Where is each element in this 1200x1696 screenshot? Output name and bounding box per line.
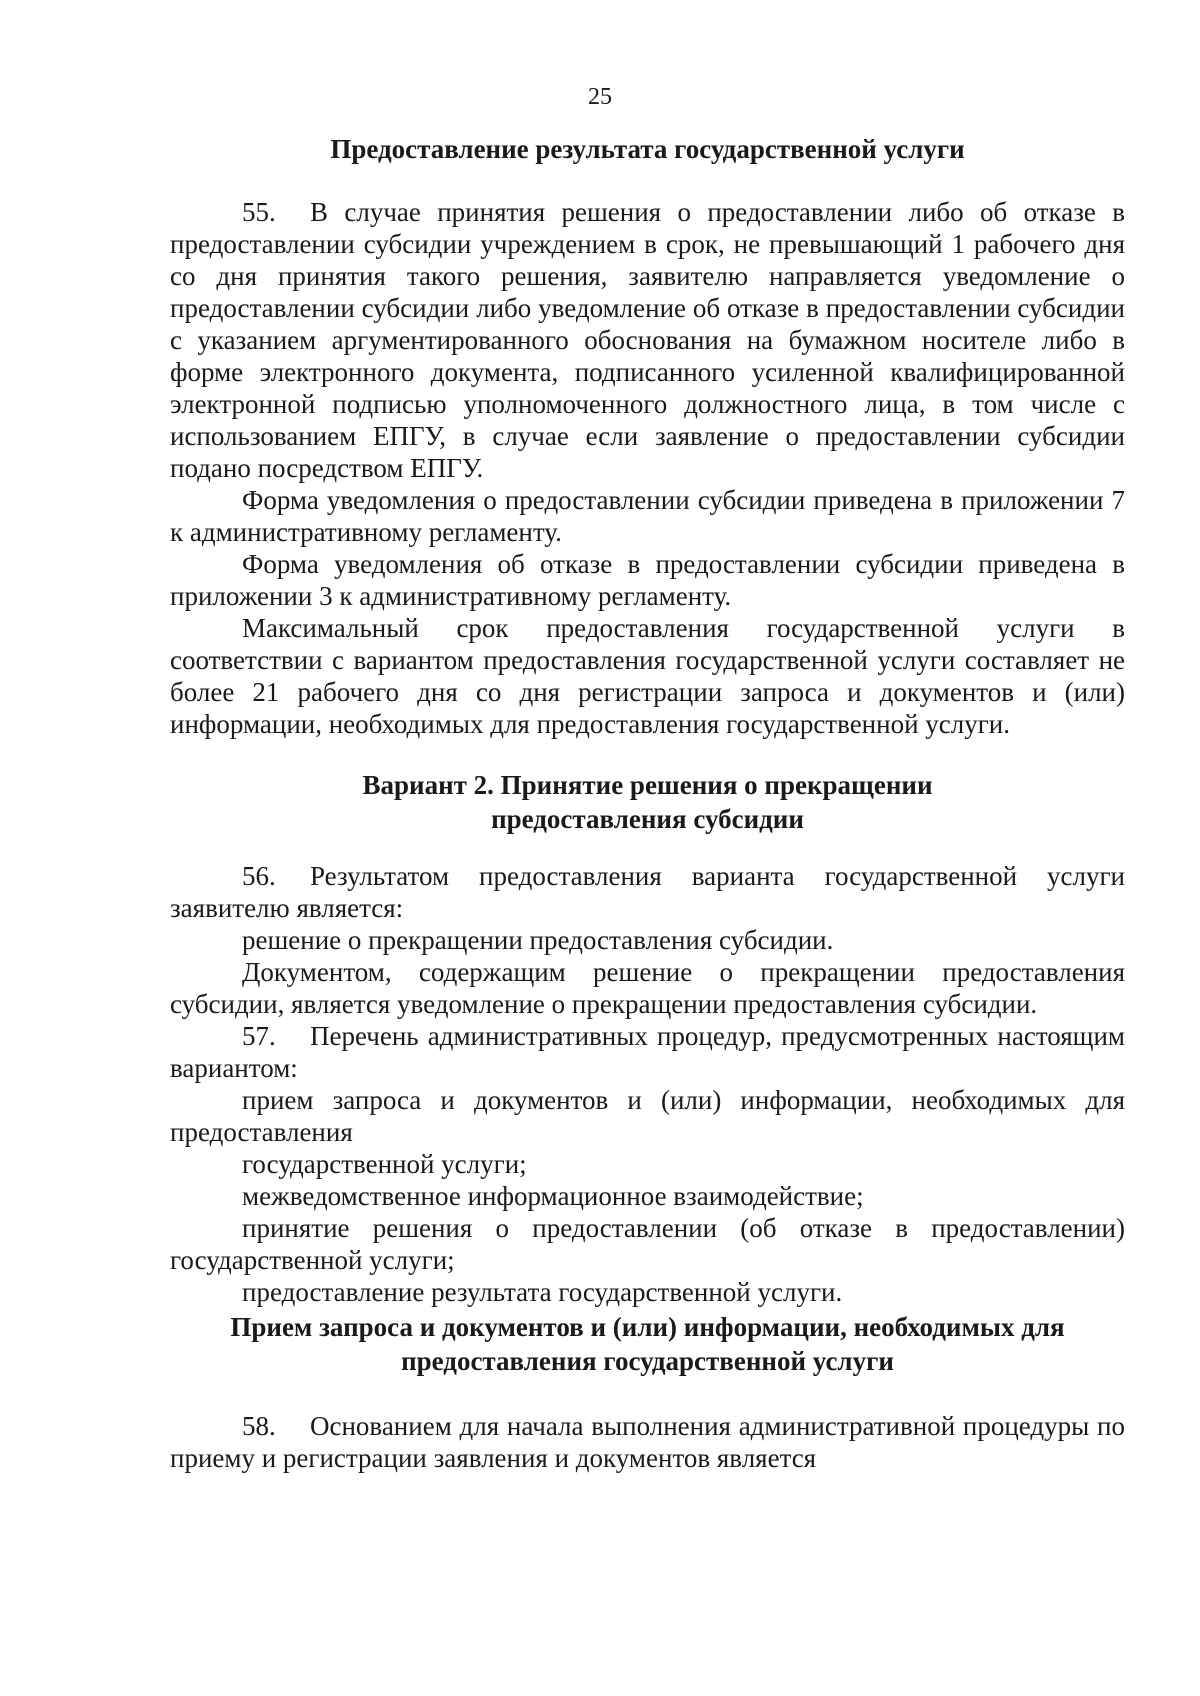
list-item-procedure-1-cont: государственной услуги; — [242, 1149, 527, 1179]
paragraph-decision: решение о прекращении предоставления субсидии. — [242, 925, 834, 955]
paragraph-number: 57. — [242, 1021, 276, 1051]
section-request-intake-body — [170, 1410, 1125, 1474]
heading-line: Вариант 2. Принятие решения о прекращении — [362, 770, 933, 800]
paragraph-text: Перечень административных процедур, предусмотренных настоящим вариантом: — [170, 1021, 1125, 1083]
heading-line: предоставления государственной услуги — [401, 1346, 894, 1376]
list-item-procedure-2: межведомственное информационное взаимодействие; — [242, 1181, 864, 1211]
paragraph-text: Результатом предоставления варианта государственной услуги заявителю является: — [170, 861, 1125, 923]
section-heading-result — [170, 132, 1125, 166]
section-heading-request-intake — [170, 1310, 1125, 1378]
paragraph-form-refusal: Форма уведомления об отказе в предоставлении субсидии приведена в приложении 3 к административному регламенту. — [170, 549, 1125, 611]
paragraph-max-term: Максимальный срок предоставления государственной услуги в соответствии с вариантом предоставления государственной услуги составляет не более 21 рабочего дня со дня регистрации запроса и документов и (или) информации, необходимых для предоставления государственной услуги. — [170, 613, 1125, 739]
paragraph-text: В случае принятия решения о предоставлении либо об отказе в предоставлении субсидии учреждением в срок, не превышающий 1 рабочего дня со дня принятия такого решения, заявителю направляется уведомление о предоставлении субсидии либо уведомление об отказе в предоставлении субсидии с указанием аргументированного обоснования на бумажном носителе либо в форме электронного документа, подписанного усиленной квалифицированной электронной подписью уполномоченного должностного лица, в том числе с использованием ЕПГУ, в случае если заявление о предоставлении субсидии подано посредством ЕПГУ. — [170, 197, 1125, 483]
heading-line: предоставления субсидии — [491, 804, 804, 834]
paragraph-document: Документом, содержащим решение о прекращении предоставления субсидии, является уведомление о прекращении предоставления субсидии. — [170, 957, 1125, 1019]
paragraph-56 — [170, 860, 1125, 924]
paragraph-text: Основанием для начала выполнения административной процедуры по приему и регистрации заявления и документов является — [170, 1411, 1125, 1473]
list-item-procedure-3: принятие решения о предоставлении (об отказе в предоставлении) государственной услуги; — [170, 1213, 1125, 1275]
paragraph-57 — [170, 1020, 1125, 1084]
section-variant-2-body — [170, 860, 1125, 1308]
paragraph-58 — [170, 1410, 1125, 1474]
paragraph-number: 56. — [242, 861, 276, 891]
heading-text: Предоставление результата государственной услуги — [330, 134, 965, 164]
section-heading-variant-2 — [170, 768, 1125, 836]
paragraph-number: 58. — [242, 1411, 276, 1441]
list-item-procedure-1: прием запроса и документов и (или) информации, необходимых для предоставления — [170, 1085, 1125, 1147]
paragraph-form-grant: Форма уведомления о предоставлении субсидии приведена в приложении 7 к административному регламенту. — [170, 485, 1125, 547]
section-result-body — [170, 196, 1125, 740]
paragraph-number: 55. — [242, 197, 276, 227]
heading-line: Прием запроса и документов и (или) информации, необходимых для — [230, 1312, 1065, 1342]
list-item-procedure-4: предоставление результата государственной услуги. — [242, 1277, 843, 1307]
page-number: 25 — [588, 84, 612, 110]
paragraph-55 — [170, 196, 1125, 484]
